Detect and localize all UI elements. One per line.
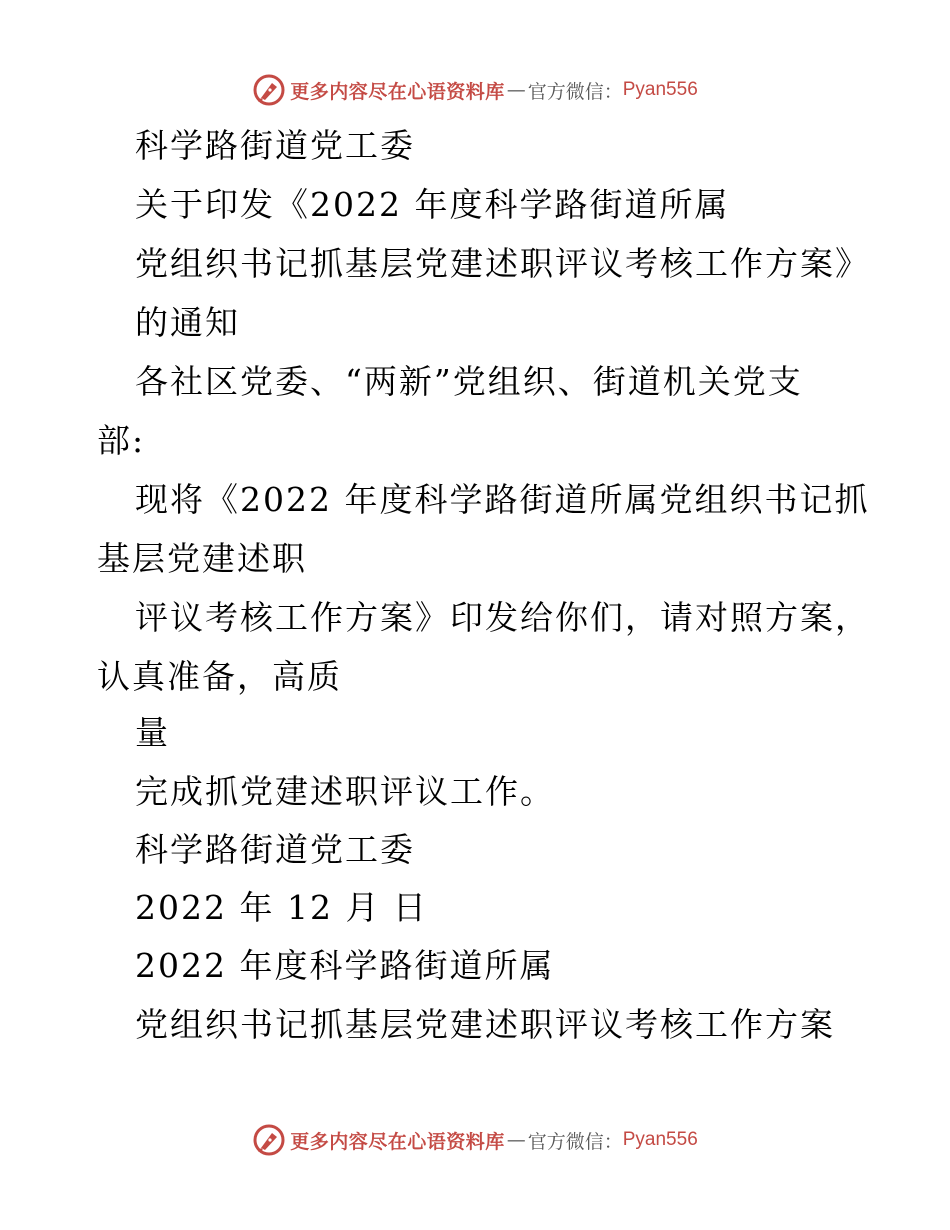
body-line-5: 量 <box>135 713 170 752</box>
watermark-wechat-id: Pyan556 <box>622 79 698 100</box>
notice-title-line-1: 关于印发《2022 年度科学路街道所属 <box>135 185 730 224</box>
pen-nib-logo-icon <box>252 1123 286 1157</box>
header-watermark <box>0 70 950 110</box>
signature-line: 科学路街道党工委 <box>135 830 415 869</box>
watermark-dash: — <box>506 1129 526 1151</box>
date-line: 2022 年 12 月 日 <box>135 888 428 927</box>
body-line-3: 评议考核工作方案》印发给你们，请对照方案， <box>135 598 870 637</box>
watermark-site-text: 更多内容尽在心语资料库 <box>290 80 505 103</box>
watermark-wechat-id: Pyan556 <box>622 1129 698 1150</box>
pen-nib-logo-icon <box>252 73 286 107</box>
plan-title-line-1: 2022 年度科学路街道所属 <box>135 946 555 985</box>
watermark-dash: — <box>506 79 526 101</box>
notice-title-line-3: 的通知 <box>135 303 240 342</box>
issuer-line: 科学路街道党工委 <box>135 126 415 165</box>
recipients-line-2: 部: <box>97 421 146 460</box>
footer-watermark <box>0 1120 950 1160</box>
watermark-site-text: 更多内容尽在心语资料库 <box>290 1130 505 1153</box>
plan-title-line-2: 党组织书记抓基层党建述职评议考核工作方案 <box>135 1005 835 1044</box>
body-line-2: 基层党建述职 <box>97 539 307 578</box>
watermark-wechat-label: 官方微信： <box>527 80 623 103</box>
recipients-line-1: 各社区党委、“两新”党组织、街道机关党支 <box>135 362 803 401</box>
body-line-4: 认真准备，高质 <box>97 657 342 696</box>
body-line-6: 完成抓党建述职评议工作。 <box>135 772 555 811</box>
watermark-wechat-label: 官方微信： <box>527 1130 623 1153</box>
notice-title-line-2: 党组织书记抓基层党建述职评议考核工作方案》 <box>135 244 870 283</box>
body-line-1: 现将《2022 年度科学路街道所属党组织书记抓 <box>135 480 870 519</box>
